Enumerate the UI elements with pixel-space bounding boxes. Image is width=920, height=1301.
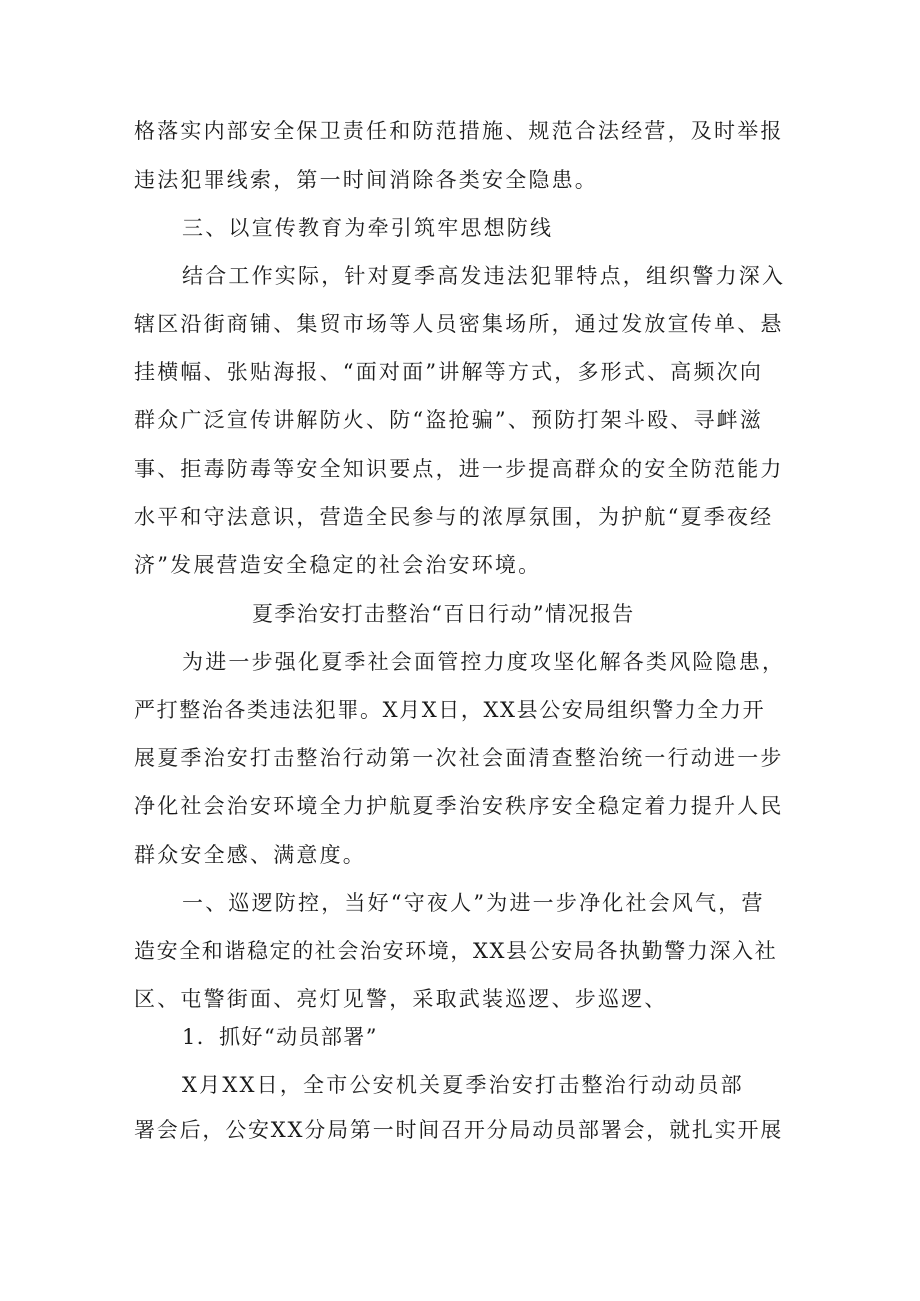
paragraph-line: 违法犯罪线索，第一时间消除各类安全隐患。	[134, 168, 598, 192]
paragraph-line: 造安全和谐稳定的社会治安环境，XX县公安局各执勤警力深入社	[134, 939, 778, 963]
paragraph-line: 净化社会治安环境全力护航夏季治安秩序安全稳定着力提升人民	[134, 794, 784, 818]
paragraph-line: 署会后，公安XX分局第一时间召开分局动员部署会，就扎实开展	[134, 1118, 784, 1142]
paragraph-line: 辖区沿街商铺、集贸市场等人员密集场所，通过发放宣传单、悬	[134, 312, 784, 336]
report-title: 夏季治安打击整治“百日行动”情况报告	[252, 602, 635, 626]
paragraph-line: 济”发展营造安全稳定的社会治安环境。	[134, 553, 542, 577]
paragraph-line: 结合工作实际，针对夏季高发违法犯罪特点，组织警力深入	[182, 264, 786, 288]
paragraph-line: 事、拒毒防毒等安全知识要点，进一步提高群众的安全防范能力	[134, 457, 784, 481]
paragraph-line: 严打整治各类违法犯罪。X月X日，XX县公安局组织警力全力开	[134, 698, 766, 722]
sub-item-heading: 1．抓好“动员部署”	[182, 1025, 378, 1049]
section-heading: 三、以宣传教育为牵引筑牢思想防线	[182, 216, 554, 240]
paragraph-line: X月XX日，全市公安机关夏季治安打击整治行动动员部	[182, 1073, 744, 1097]
paragraph-line: 挂横幅、张贴海报、“面对面”讲解等方式，多形式、高频次向	[134, 360, 764, 384]
paragraph-line: 展夏季治安打击整治行动第一次社会面清查整治统一行动进一步	[134, 746, 784, 770]
paragraph-line: 一、巡逻防控，当好“守夜人”为进一步净化社会风气，营	[182, 891, 765, 915]
paragraph-line: 群众安全感、满意度。	[134, 843, 366, 867]
paragraph-line: 群众广泛宣传讲解防火、防“盗抢骗”、预防打架斗殴、寻衅滋	[134, 408, 764, 432]
paragraph-line: 为进一步强化夏季社会面管控力度攻坚化解各类风险隐患，	[182, 650, 786, 674]
paragraph-line: 区、屯警街面、亮灯见警，采取武装巡逻、步巡逻、	[134, 987, 668, 1011]
paragraph-line: 格落实内部安全保卫责任和防范措施、规范合法经营，及时举报	[134, 119, 784, 143]
paragraph-line: 水平和守法意识，营造全民参与的浓厚氛围，为护航“夏季夜经	[134, 505, 774, 529]
